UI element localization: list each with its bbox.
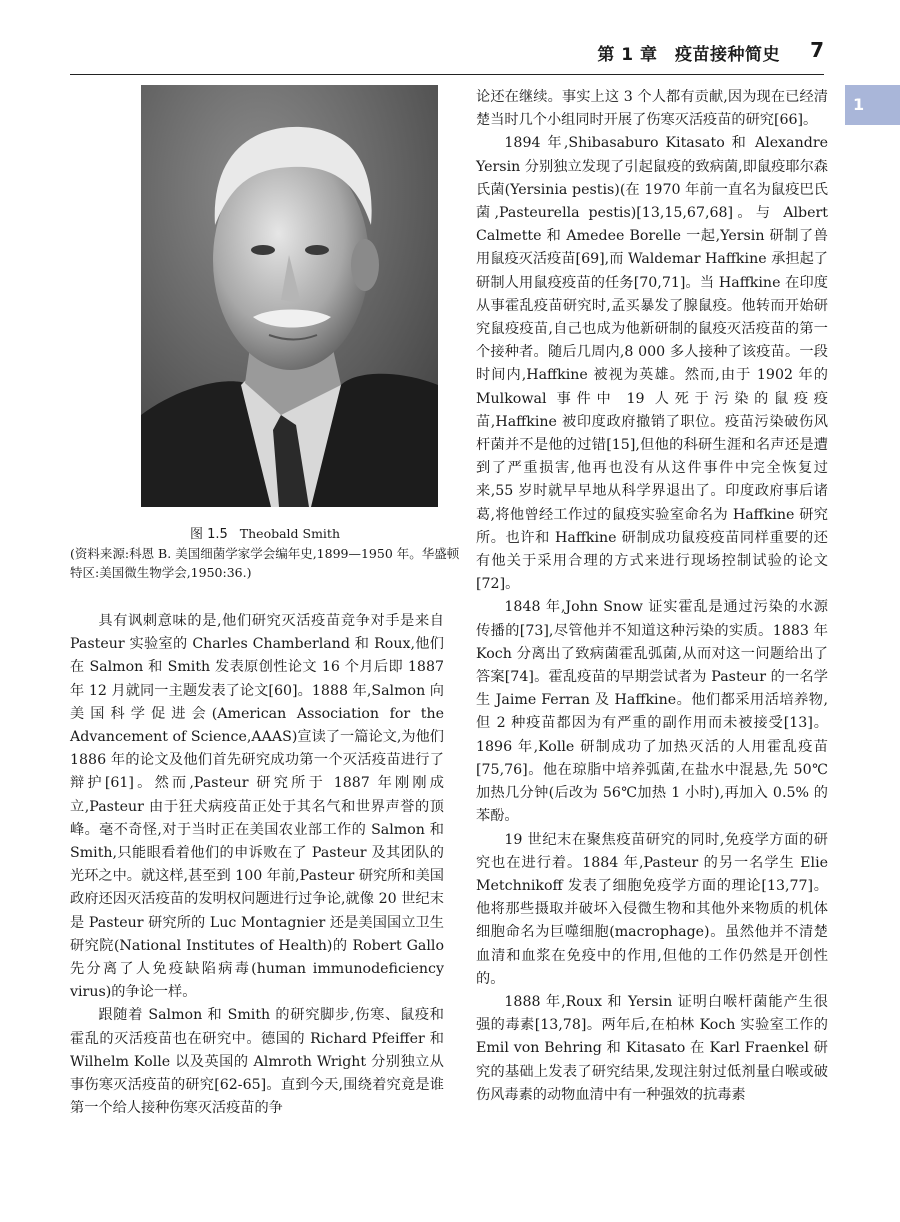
portrait-photo-icon — [141, 85, 438, 507]
paragraph: 跟随着 Salmon 和 Smith 的研究脚步,伤寒、鼠疫和霍乱的灭活疫苗也在研究中。德国的 Richard Pfeiffer 和 Wilhelm Kolle 以及英国的 Almroth Wright 分别独立从事伤寒灭活疫苗的研究[62-65]。直到今天,围绕着究竟是谁第一个给人接种伤寒灭活疫苗的争 — [70, 1007, 444, 1117]
header-rule — [70, 74, 824, 75]
figure-caption — [70, 524, 460, 582]
page-number: 7 — [810, 38, 824, 62]
running-header — [0, 36, 900, 80]
paragraph: 1848 年,John Snow 证实霍乱是通过污染的水源传播的[73],尽管他并不知道这种污染的实质。1883 年 Koch 分离出了致病菌霍乱弧菌,从而对这一问题给出了答案[74]。霍乱疫苗的早期尝试者为 Pasteur 的一名学生 Jaime Ferran 及 Haffkine。他们都采用活培养物,但 2 种疫苗都因为有严重的副作用而未被接受[13]。1896 年,Kolle 研制成功了加热灭活的人用霍乱疫苗[75,76]。他在琼脂中培养弧菌,在盐水中混悬,先 50℃加热几分钟(后改为 56℃加热 1 小时),再加入 0.5% 的苯酚。 — [476, 599, 828, 825]
paragraph: 19 世纪末在聚焦疫苗研究的同时,免疫学方面的研究也在进行着。1884 年,Pasteur 的另一名学生 Elie Metchnikoff 发表了细胞免疫学方面的理论[13,77]。他将那些摄取并破坏入侵微生物和其他外来物质的机体细胞命名为巨噬细胞(macrophage)。虽然他并不清楚血清和血浆在免疫中的作用,但他的工作仍然是开创性的。 — [476, 831, 828, 987]
right-column — [476, 86, 828, 1107]
paragraph: 1888 年,Roux 和 Yersin 证明白喉杆菌能产生很强的毒素[13,78]。两年后,在柏林 Koch 实验室工作的 Emil von Behring 和 Kitasato 在 Karl Fraenkel 研究的基础上发表了研究结果,发现注射过低剂量白喉或破伤风毒素的动物血清中有一种强效的抗毒素 — [476, 993, 828, 1103]
chapter-tab — [845, 85, 900, 125]
paragraph: 论还在继续。事实上这 3 个人都有贡献,因为现在已经清楚当时几个小组同时开展了伤寒灭活疫苗的研究[66]。 — [476, 89, 828, 129]
figure-label: 图 1.5 — [189, 527, 228, 542]
chapter-title: 第 1 章 疫苗接种简史 — [597, 45, 780, 65]
left-column — [70, 610, 444, 1120]
paragraph: 1894 年,Shibasaburo Kitasato 和 Alexandre Yersin 分别独立发现了引起鼠疫的致病菌,即鼠疫耶尔森氏菌(Yersinia pestis)(在 1970 年前一直名为鼠疫巴氏菌,Pasteurella pestis)[13,15,67,68]。与 Albert Calmette 和 Amedee Borelle 一起,Yersin 研制了兽用鼠疫灭活疫苗[69],而 Waldemar Haffkine 承担起了研制人用鼠疫疫苗的任务[70,71]。当 Haffkine 在印度从事霍乱疫苗研究时,孟买暴发了腺鼠疫。他转而开始研究鼠疫疫苗,自己也成为他新研制的鼠疫灭活疫苗的第一个接种者。随后几周内,8 000 多人接种了该疫苗。一段时间内,Haffkine 被视为英雄。然而,由于 1902 年的 Mulkowal 事件中 19 人死于污染的鼠疫疫苗,Haffkine 被印度政府撤销了职位。疫苗污染破伤风杆菌并不是他的过错[15],但他的科研生涯和名声还是遭到了严重损害,他再也没有从这件事件中完全恢复过来,55 岁时就早早地从科学界退出了。印度政府事后诸葛,将他曾经工作过的鼠疫实验室命名为 Haffkine 研究所。也许和 Haffkine 研制成功鼠疫疫苗同样重要的还有他关于采用合理的方式来进行现场控制试验的论文[72]。 — [476, 135, 828, 593]
figure-title — [70, 524, 460, 544]
portrait-photo — [141, 85, 438, 507]
paragraph: 具有讽刺意味的是,他们研究灭活疫苗竞争对手是来自 Pasteur 实验室的 Charles Chamberland 和 Roux,他们在 Salmon 和 Smith 发表原创性论文 16 个月后即 1887 年 12 月就同一主题发表了论文[60]。1888 年,Salmon 向美国科学促进会(American Association for the Advancement of Science,AAAS)宣读了一篇论文,为他们 1886 年的论文及他们首先研究成功第一个灭活疫苗进行了辩护[61]。然而,Pasteur 研究所于 1887 年刚刚成立,Pasteur 由于狂犬病疫苗正处于其名气和世界声誉的顶峰。毫不奇怪,对于当时正在美国农业部工作的 Salmon 和 Smith,只能眼看着他们的申诉败在了 Pasteur 及其团队的光环之中。就这样,甚至到 100 年前,Pasteur 研究所和美国政府还因灭活疫苗的发明权问题进行过争论,就像 20 世纪末是 Pasteur 研究所的 Luc Montagnier 还是美国国立卫生研究院(National Institutes of Health)的 Robert Gallo 先分离了人免疫缺陷病毒(human immunodeficiency virus)的争论一样。 — [70, 613, 444, 1001]
figure-name: Theobald Smith — [239, 526, 341, 541]
figure-source: (资料来源:科恩 B. 美国细菌学家学会编年史,1899—1950 年。华盛顿特区:美国微生物学会,1950:36.) — [70, 546, 460, 580]
chapter-tab-label: 1 — [853, 95, 865, 114]
